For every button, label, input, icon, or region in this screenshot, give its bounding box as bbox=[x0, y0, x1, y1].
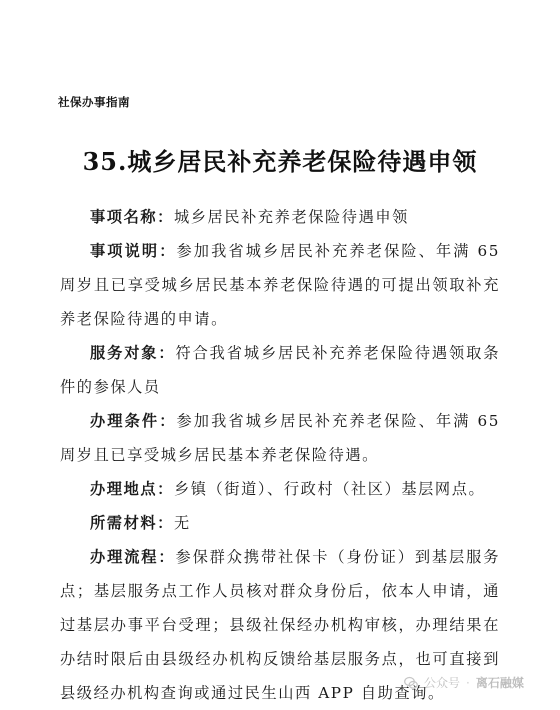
item-label: 服务对象： bbox=[90, 344, 176, 362]
item-text: 符合我省城乡居民补充养老保险待遇领取条件的参保人员 bbox=[60, 344, 500, 396]
item-name bbox=[60, 200, 500, 234]
header-label: 社保办事指南 bbox=[58, 95, 130, 109]
item-audience bbox=[60, 336, 500, 404]
watermark-name: 离石融媒 bbox=[475, 676, 524, 690]
item-label: 办理条件： bbox=[90, 412, 177, 430]
item-label: 事项说明： bbox=[90, 242, 177, 260]
wechat-icon bbox=[404, 676, 418, 690]
item-label: 事项名称： bbox=[90, 208, 174, 226]
item-text: 参加我省城乡居民补充养老保险、年满 65 周岁且已享受城乡居民基本养老保险待遇的可提出领取补充养老保险待遇的申请。 bbox=[60, 242, 501, 328]
watermark-source: 公众号 bbox=[424, 676, 461, 690]
item-label: 办理流程： bbox=[90, 548, 176, 566]
item-text: 乡镇（街道）、行政村（社区）基层网点。 bbox=[173, 480, 486, 498]
watermark-separator: · bbox=[466, 675, 470, 690]
item-text: 无 bbox=[173, 514, 191, 532]
item-description bbox=[60, 234, 500, 336]
document-body bbox=[60, 200, 500, 710]
item-text: 参加我省城乡居民补充养老保险、年满 65 周岁且已享受城乡居民基本养老保险待遇。 bbox=[60, 412, 501, 464]
watermark bbox=[404, 674, 524, 691]
item-materials bbox=[60, 506, 500, 540]
page-title: 35.城乡居民补充养老保险待遇申领 bbox=[82, 147, 478, 176]
item-text: 城乡居民补充养老保险待遇申领 bbox=[173, 208, 409, 226]
item-text: 参保群众携带社保卡（身份证）到基层服务点；基层服务点工作人员核对群众身份后，依本人申请，通过基层办事平台受理；县级社保经办机构审核，办理结果在办结时限后由县级经办机构反馈给基层服务点，也可直接到县级经办机构查询或通过民生山西 APP 自助查询。 bbox=[60, 548, 500, 702]
item-location bbox=[60, 472, 500, 506]
item-conditions bbox=[60, 404, 500, 472]
item-label: 所需材料： bbox=[90, 514, 174, 532]
item-label: 办理地点： bbox=[90, 480, 174, 498]
